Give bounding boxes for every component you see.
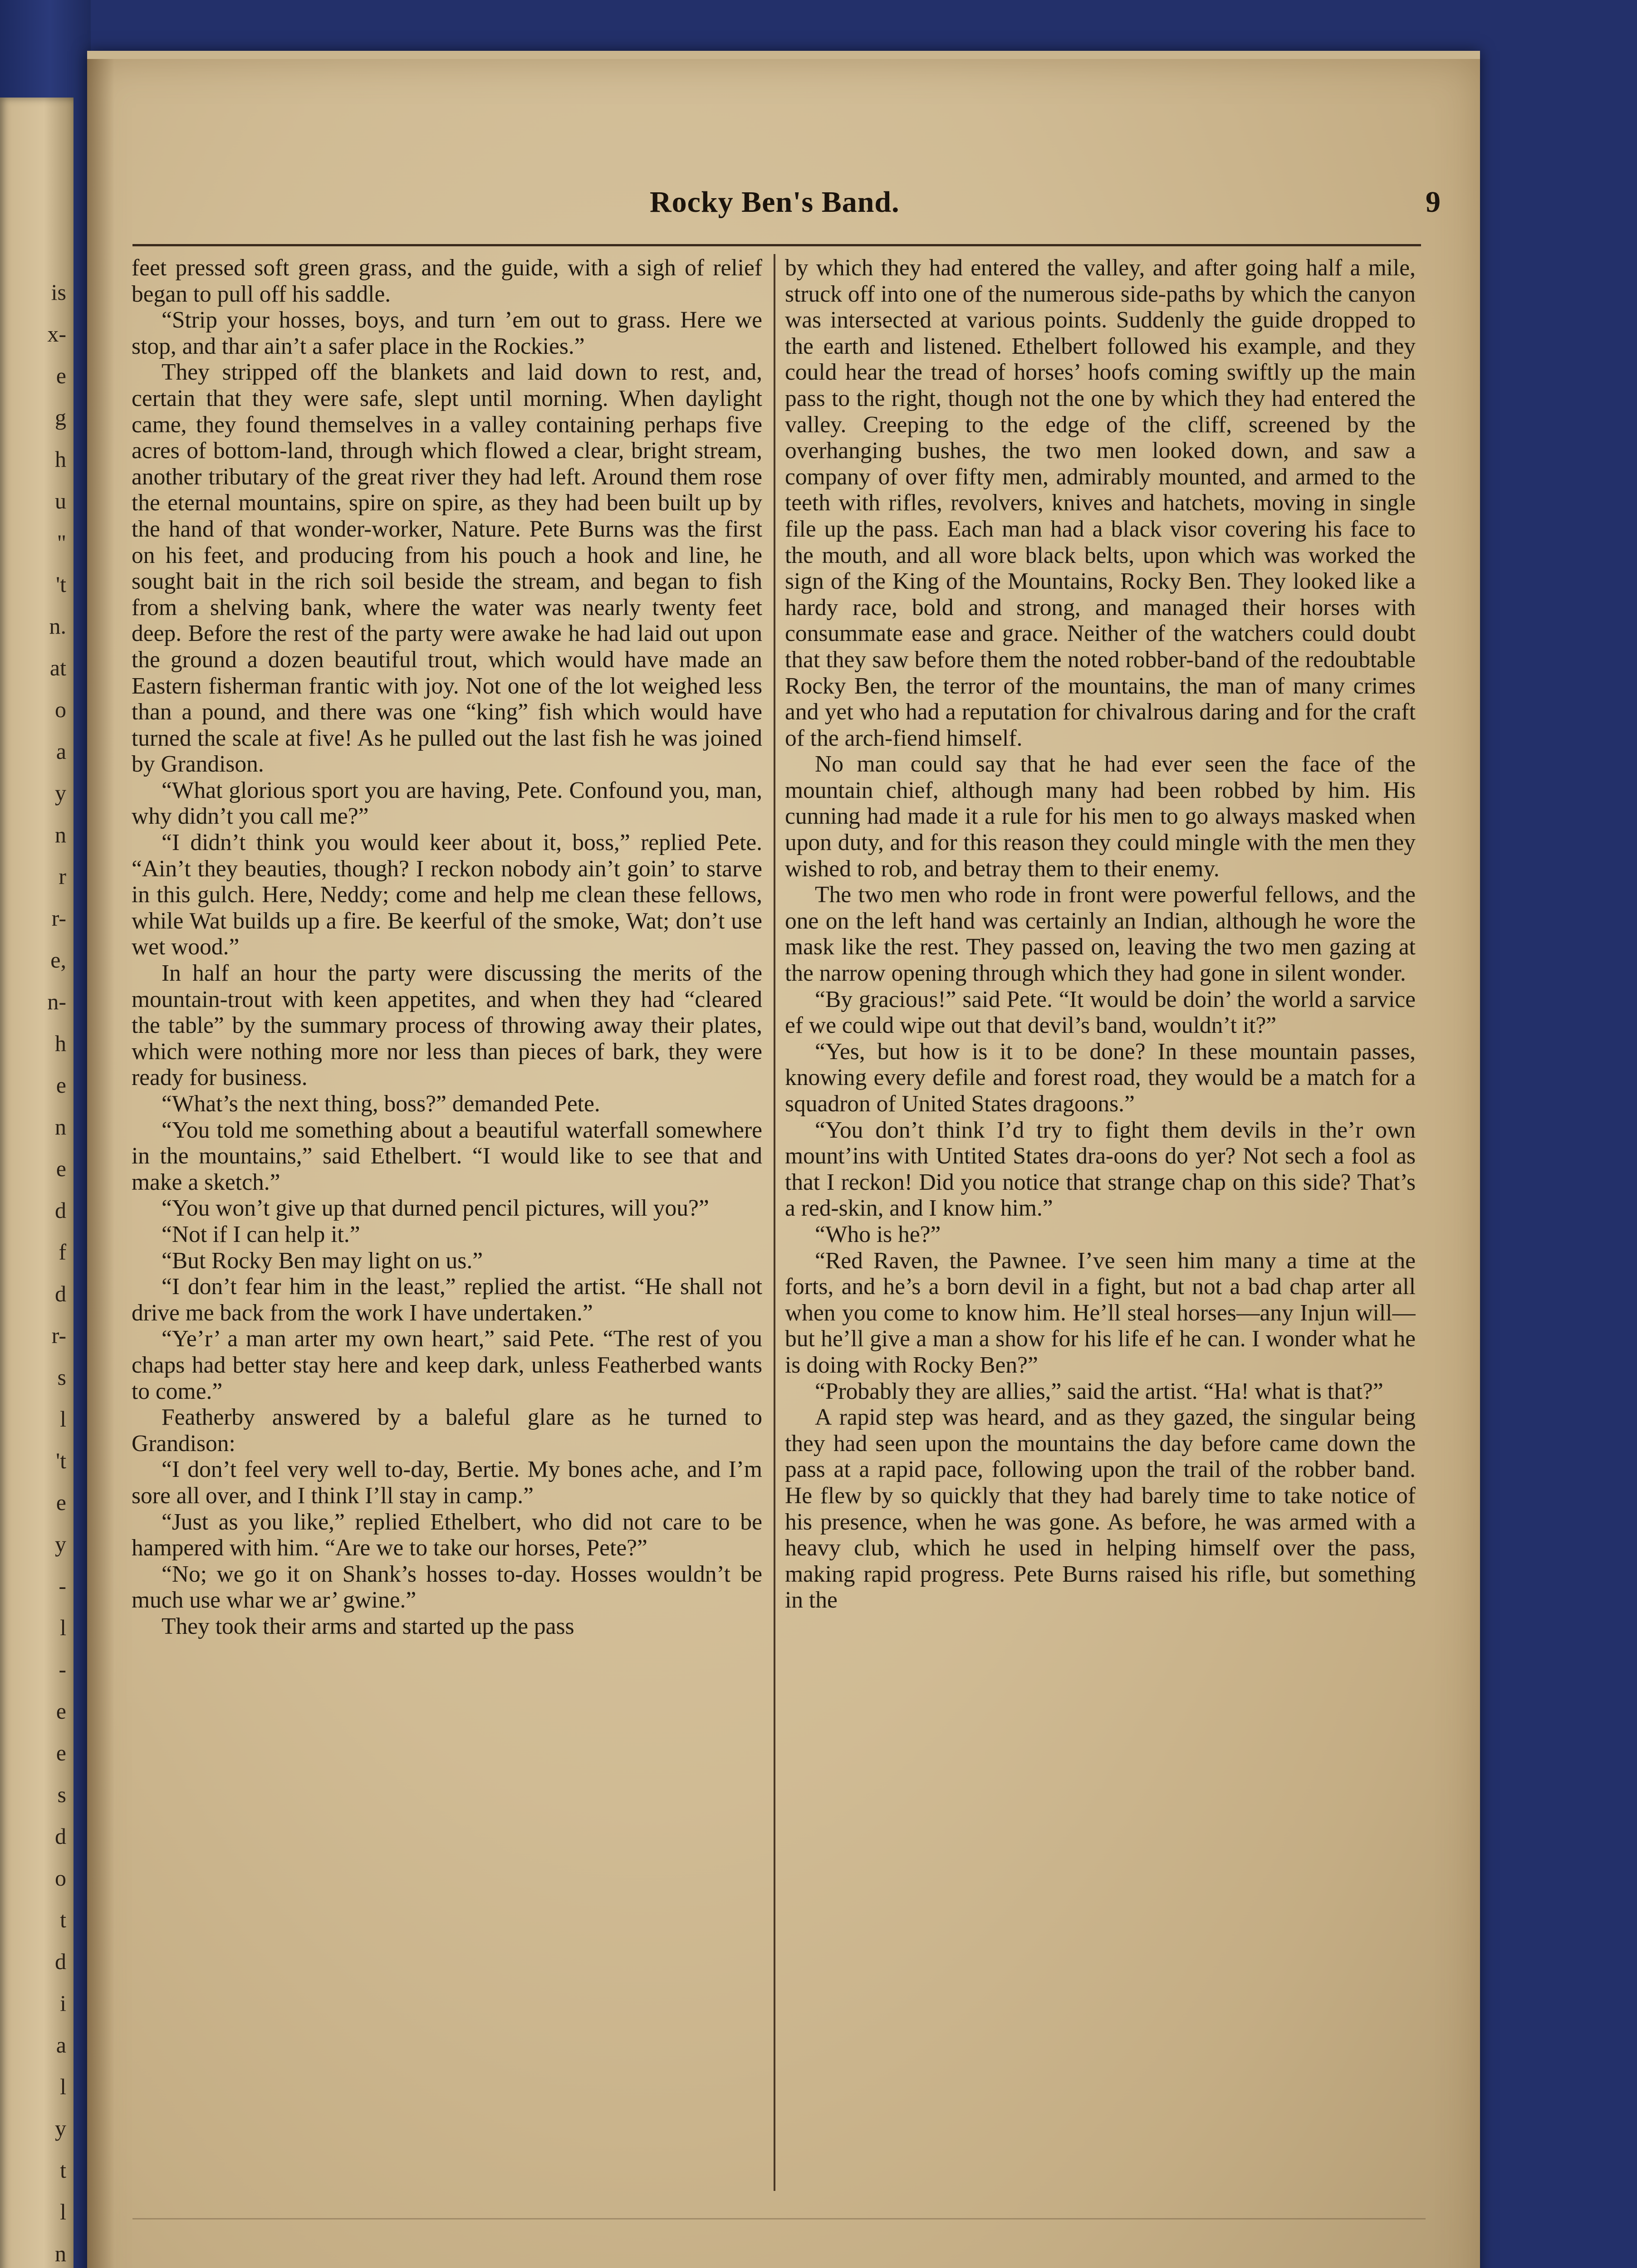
paragraph: feet pressed soft green grass, and the guide, with a sigh of relief began to pull off his saddle.: [132, 255, 762, 307]
facing-page-fragment: n: [55, 1114, 66, 1139]
facing-page-fragment: e: [56, 1156, 66, 1181]
paragraph: “Probably they are allies,” said the artist. “Ha! what is that?”: [815, 1378, 1383, 1404]
facing-page-fragment: r: [59, 864, 66, 889]
paragraph: “Just as you like,” replied Ethelbert, who did not care to be hampered with him. “Are we to take our horses, Pete?”: [132, 1509, 762, 1561]
facing-page-fragment: y: [55, 1531, 66, 1557]
facing-page-fragment: y: [55, 2116, 66, 2141]
facing-page-fragment: y: [55, 780, 66, 806]
paragraph: by which they had entered the valley, and after going half a mile, struck off into one of the numerous side-paths by which the canyon was intersected at various points. Suddenly the guide dropped to the earth and listened. Ethelbert followed his example, and they could hear the tread of horses’ hoofs coming swiftly up the main pass to the right, though not the one by which they had entered the valley. Creeping to the edge of the cliff, screened by the overhanging bushes, the two men looked down, and saw a company of over fifty men, admirably mounted, and armed to the teeth with rifles, revolvers, knives and hatchets, moving in single file up the pass. Each man had a black visor covering his face to the mouth, and all wore black belts, upon which was worked the sign of the King of the Mountains, Rocky Ben. They looked like a hardy race, bold and strong, and managed their horses with consummate ease and grace. Neither of the watchers could doubt that they saw before them the noted robber-band of the redoubtable Rocky Ben, the terror of the mountains, the man of many crimes and yet who had a reputation for chivalrous daring and for the craft of the arch-fiend himself.: [785, 255, 1416, 751]
facing-page-fragment: l: [60, 1615, 66, 1640]
facing-page-fragment: i: [60, 1990, 66, 2016]
text-column-right: [785, 255, 1416, 2219]
facing-page-fragment: e: [56, 1740, 66, 1765]
facing-page-fragment: d: [55, 1949, 66, 1974]
facing-page-fragment: a: [56, 2032, 66, 2058]
page-bottom-rule: [132, 2218, 1426, 2219]
paragraph: “Ye’r’ a man arter my own heart,” said Pete. “The rest of you chaps had better stay here and keep dark, unless Featherbed wants to come.”: [132, 1326, 762, 1404]
paragraph: The two men who rode in front were powerful fellows, and the one on the left hand was certainly an Indian, although he wore the mask like the rest. They passed on, leaving the two men gazing at the narrow opening through which they had gone in silent wonder.: [785, 882, 1416, 987]
paragraph: “Red Raven, the Pawnee. I’ve seen him many a time at the forts, and he’s a born devil in a fight, but not a bad chap arter all when you come to know him. He’ll steal horses—any Injun will—but he’ll give a man a show for his life ef he can. I wonder what he is doing with Rocky Ben?”: [785, 1247, 1416, 1378]
paragraph: “I don’t feel very well to-day, Bertie. My bones ache, and I’m sore all over, and I think I’ll stay in camp.”: [132, 1457, 762, 1509]
facing-page-fragment: d: [55, 1281, 66, 1306]
facing-page-fragment: 't: [56, 572, 66, 597]
facing-page-fragment: n.: [49, 613, 66, 639]
paragraph: “You told me something about a beautiful waterfall somewhere in the mountains,” said Ethelbert. “I would like to see that and make a sketch.”: [132, 1117, 762, 1195]
paragraph: “What glorious sport you are having, Pete. Confound you, man, why didn’t you call me?”: [132, 777, 762, 830]
paragraph: Featherby answered by a baleful glare as he turned to Grandison:: [132, 1404, 762, 1457]
paragraph: “I didn’t think you would keer about it, boss,” replied Pete. “Ain’t they beauties, though? I reckon nobody ain’t goin’ to starve in this gulch. Here, Neddy; come and help me clean these fellows, while Wat builds up a fire. Be keerful of the smoke, Wat; don’t use wet wood.”: [132, 830, 762, 960]
paragraph: A rapid step was heard, and as they gazed, the singular being they had seen upon the mountains the day before came down the pass at a rapid pace, following upon the trail of the robber band. He flew by so quickly that they had barely time to take notice of his presence, when he was gone. As before, he was armed with a heavy club, which he used in helping himself over the pass, making rapid progress. Pete Burns raised his rifle, but something in the: [785, 1404, 1416, 1613]
facing-page-fragment: -: [59, 1573, 66, 1598]
facing-page-fragment: s: [57, 1364, 66, 1390]
book-page: [87, 51, 1480, 2268]
facing-page-fragment: d: [55, 1198, 66, 1223]
facing-page-fragment: r-: [51, 905, 66, 931]
text-column-left: [132, 255, 762, 2219]
facing-page-edge: [0, 98, 74, 2268]
facing-page-fragment: g: [55, 405, 66, 430]
facing-page-fragment: t: [60, 2157, 66, 2183]
paragraph: They stripped off the blankets and laid down to rest, and, certain that they were safe, slept until morning. When daylight came, they found themselves in a valley containing perhaps five acres of bottom-land, through which flowed a clear, bright stream, another tributary of the great river they had left. Around them rose the eternal mountains, spire on spire, as they had been built up by the hand of that wonder-worker, Nature. Pete Burns was the first on his feet, and producing from his pouch a hook and line, he sought bait in the rich soil beside the stream, and began to fish from a shelving bank, where the water was nearly twenty feet deep. Before the rest of the party were awake he had laid out upon the ground a dozen beautiful trout, which would have made an Eastern fisherman frantic with joy. Not one of the lot weighed less than a pound, and there was one “king” fish which would have turned the scale at five! As he pulled out the last fish he was joined by Grandison.: [132, 359, 762, 777]
facing-page-fragment: e: [56, 1072, 66, 1098]
facing-page-fragment: h: [55, 446, 66, 472]
facing-page-fragment: e: [56, 363, 66, 388]
paragraph: “By gracious!” said Pete. “It would be doin’ the world a sarvice ef we could wipe out that devil’s band, wouldn’t it?”: [785, 986, 1416, 1039]
facing-page-fragment: 't: [56, 1448, 66, 1473]
page-number: 9: [1426, 186, 1441, 219]
column-divider: [774, 254, 775, 2191]
paragraph: “Not if I can help it.”: [162, 1221, 360, 1247]
facing-page-fragment: t: [60, 1907, 66, 1932]
facing-page-fragment: l: [60, 2199, 66, 2224]
facing-page-fragment: a: [56, 738, 66, 764]
facing-page-fragment: o: [55, 697, 66, 722]
paragraph: In half an hour the party were discussing the merits of the mountain-trout with keen appetites, and when they had “cleared the table” by the summary process of throwing away their plates, which were nothing more nor less than pieces of bark, they were ready for business.: [132, 960, 762, 1091]
facing-page-fragment: r-: [51, 1323, 66, 1348]
facing-page-fragment: n: [55, 822, 66, 847]
paragraph: “You don’t think I’d try to fight them devils in the’r own mount’ins with Untited States dra-oons do yer? Not sech a fool as that I reckon! Did you notice that strange chap on this side? That’s a red-skin, and I know him.”: [785, 1117, 1416, 1222]
paragraph: “You won’t give up that durned pencil pictures, will you?”: [162, 1195, 709, 1222]
facing-page-fragment: l: [60, 1406, 66, 1432]
paragraph: “I don’t fear him in the least,” replied the artist. “He shall not drive me back from the work I have undertaken.”: [132, 1274, 762, 1326]
facing-page-fragment: h: [55, 1031, 66, 1056]
paragraph: “Strip your hosses, boys, and turn ’em out to grass. Here we stop, and thar ain’t a safer place in the Rockies.”: [132, 307, 762, 359]
facing-page-fragment: -: [59, 1657, 66, 1682]
facing-page-fragment: n-: [47, 989, 66, 1014]
paragraph: “But Rocky Ben may light on us.”: [162, 1247, 483, 1274]
paragraph: “No; we go it on Shank’s hosses to-day. Hosses wouldn’t be much use whar we ar’ gwine.”: [132, 1561, 762, 1613]
facing-page-fragment: d: [55, 1823, 66, 1849]
paragraph: No man could say that he had ever seen the face of the mountain chief, although many had been robbed by him. His cunning had made it a rule for his men to go always masked when upon duty, and for this reason they could mingle with the men they wished to rob, and betray them to their enemy.: [785, 751, 1416, 882]
paragraph: “What’s the next thing, boss?” demanded Pete.: [162, 1091, 600, 1117]
facing-page-fragment: f: [59, 1239, 66, 1265]
running-header: [132, 185, 1471, 226]
paragraph: “Who is he?”: [815, 1221, 941, 1247]
paragraph: “Yes, but how is it to be done? In these mountain passes, knowing every defile and forest road, they would be a match for a squadron of United States dragoons.”: [785, 1038, 1416, 1117]
facing-page-fragment: e: [56, 1490, 66, 1515]
facing-page-fragment: ": [57, 530, 66, 555]
facing-page-fragment: o: [55, 1865, 66, 1891]
facing-page-fragment: n: [55, 2241, 66, 2266]
facing-page-fragment: x-: [47, 321, 66, 347]
facing-page-fragment: at: [49, 655, 66, 680]
facing-page-fragment: e: [56, 1698, 66, 1724]
facing-page-fragment: l: [60, 2074, 66, 2099]
facing-page-fragment: is: [51, 279, 66, 305]
header-rule: [132, 244, 1421, 246]
paragraph: They took their arms and started up the pass: [162, 1613, 574, 1639]
facing-page-fragment: u: [55, 488, 66, 513]
facing-page-fragment: s: [57, 1782, 66, 1807]
running-title: Rocky Ben's Band.: [650, 186, 900, 219]
facing-page-fragment: e,: [50, 947, 66, 973]
